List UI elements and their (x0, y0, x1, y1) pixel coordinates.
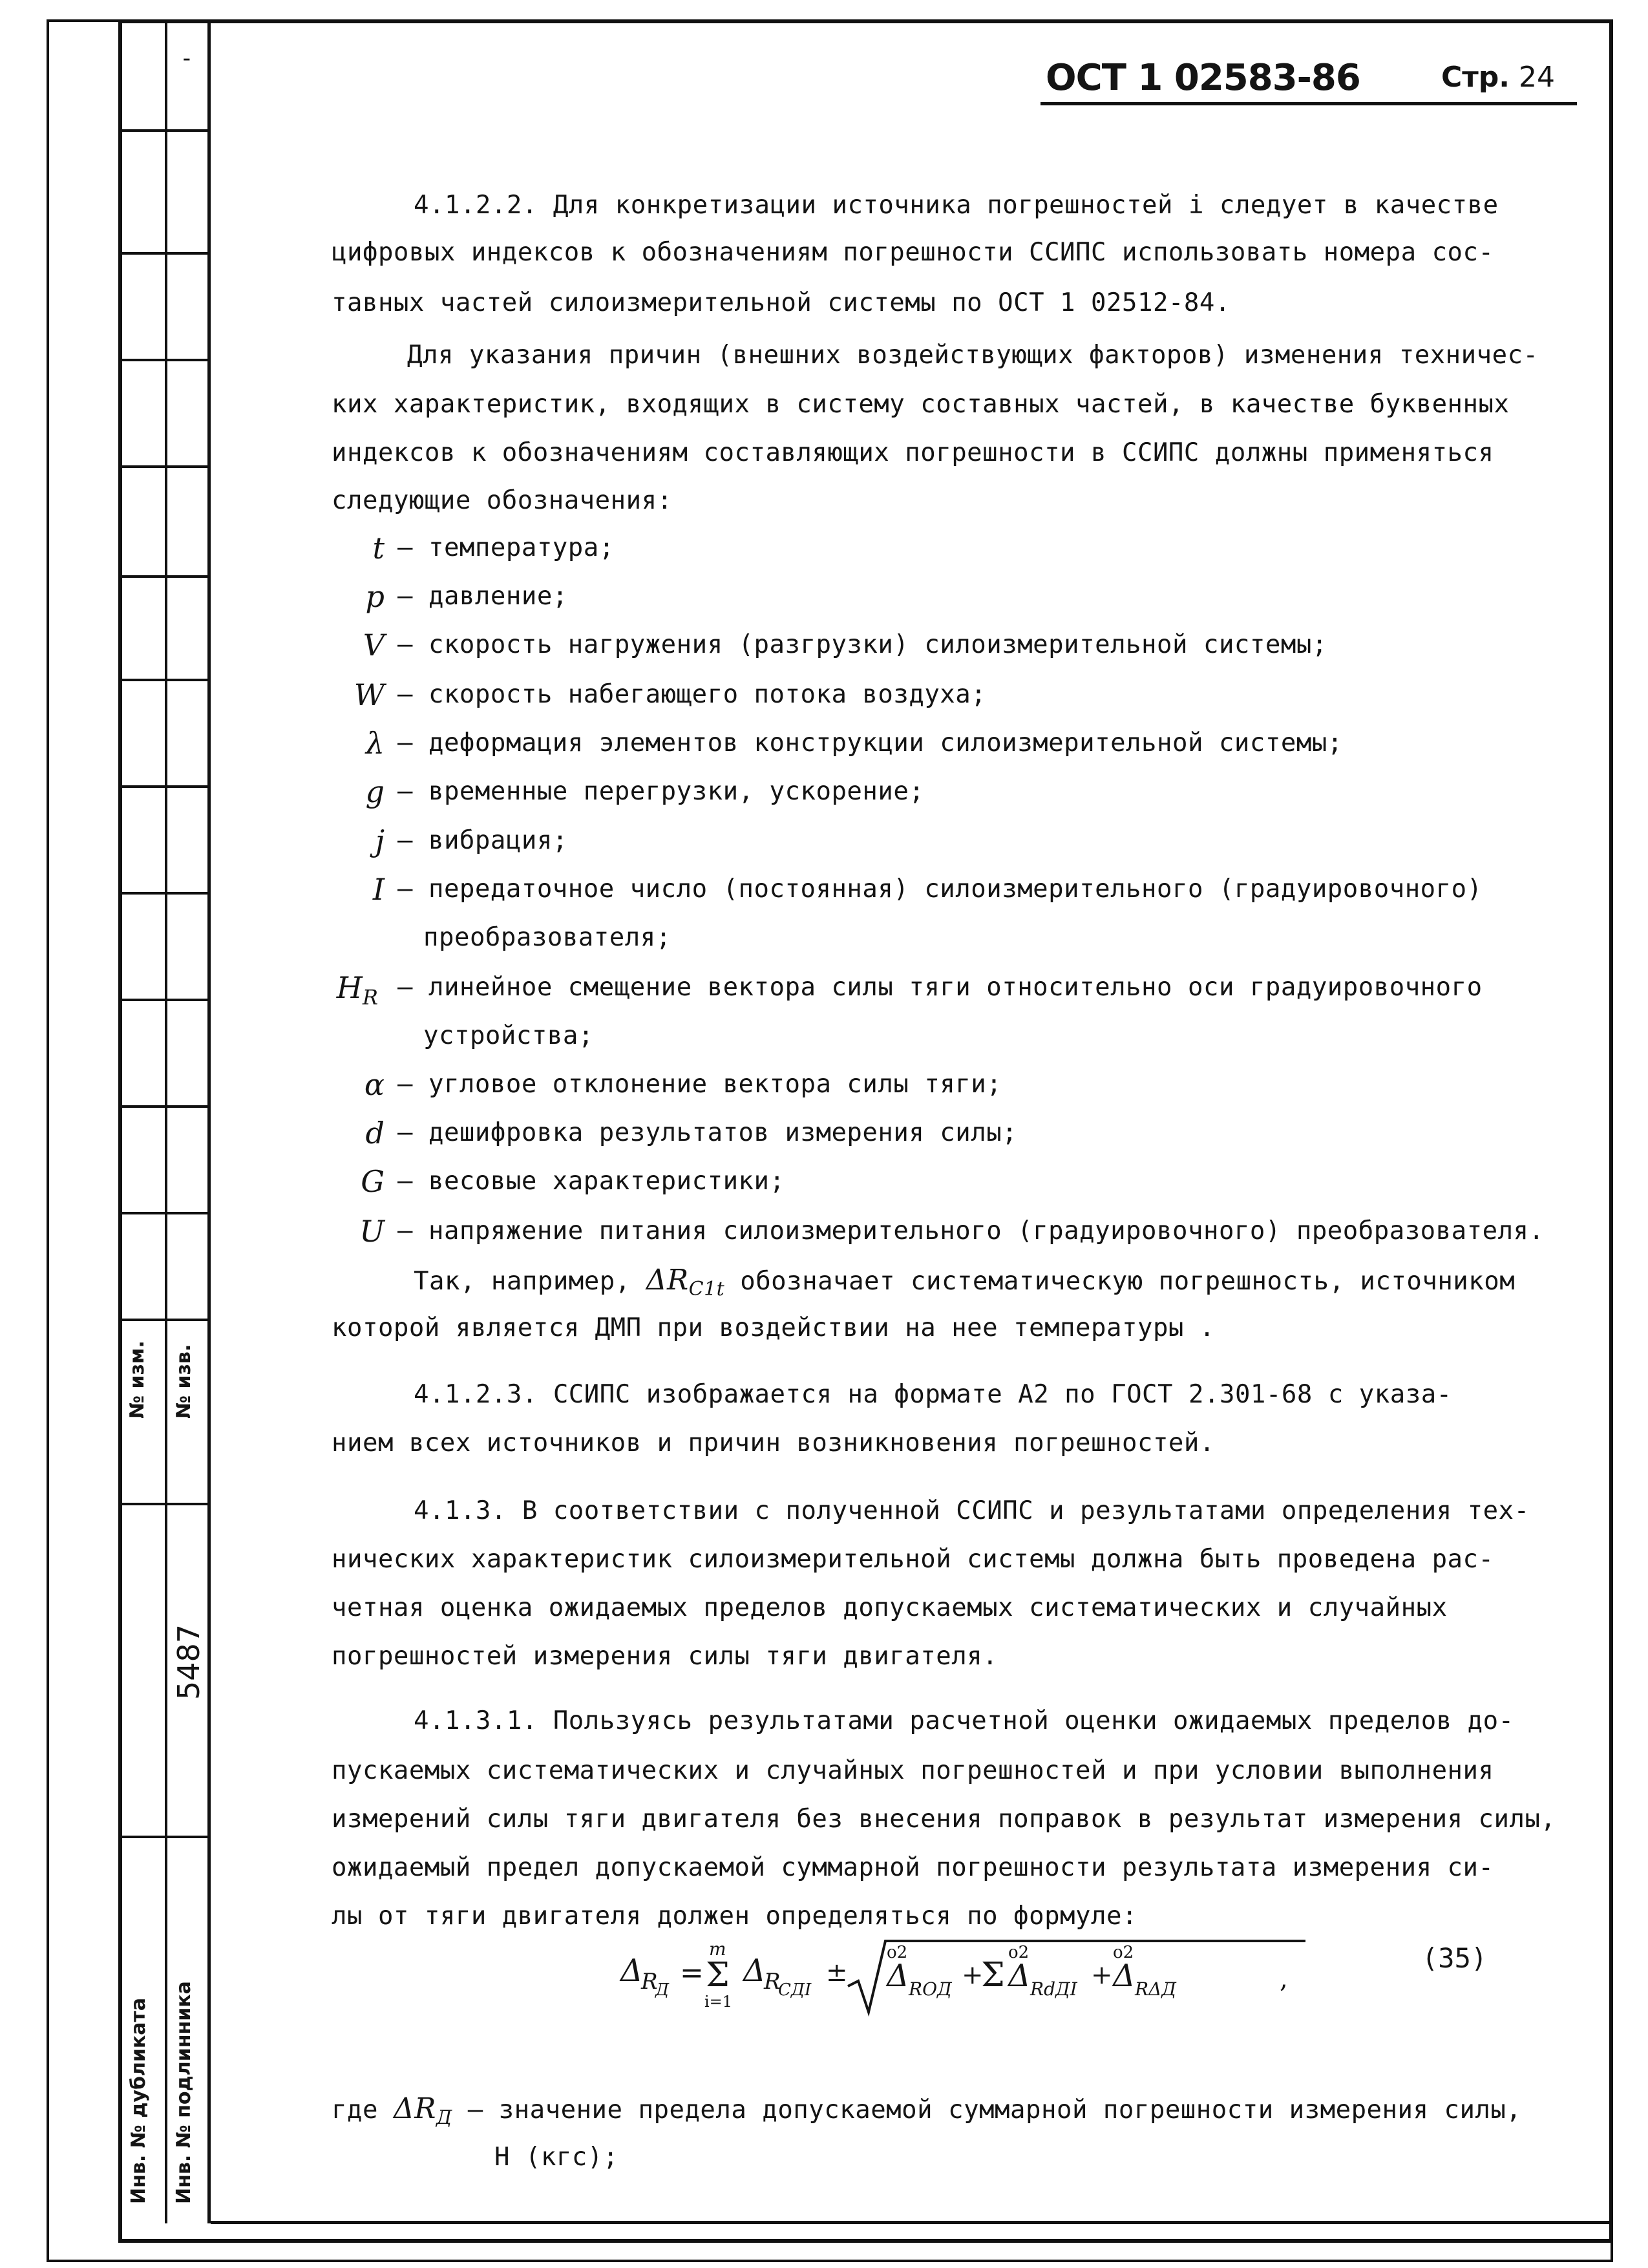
text-line: 4.1.3. В соответствии с полученной ССИПС и результатами определения тех- (414, 1496, 1530, 1525)
symbol: p (365, 579, 385, 614)
page-number: 24 (1519, 61, 1555, 94)
symbol: j (375, 823, 385, 858)
formula-35 (620, 1936, 1331, 2013)
symbol: V (363, 628, 385, 662)
margin-number: 5487 (171, 1624, 206, 1700)
text-line: ких характеристик, входящих в систему составных частей, в качестве буквенных (332, 390, 1510, 419)
formula-term1-subsub: СДI (778, 1980, 812, 2000)
svg-text:o2: o2 (1113, 1943, 1134, 1962)
symbol-description: – температура; (397, 533, 615, 562)
symbol-description: – напряжение питания силоизмерительного (градуировочного) преобразователя. (397, 1216, 1545, 1245)
svg-text:+: + (1091, 1960, 1113, 1990)
symbol-description: – весовые характеристики; (397, 1167, 785, 1196)
svg-text:o2: o2 (1008, 1943, 1030, 1962)
symbol: W (354, 677, 385, 712)
equals-sign: = (680, 1956, 704, 1989)
term2-sub: RОД (909, 1978, 952, 2000)
symbol: α (364, 1067, 385, 1102)
text-line: 4.1.2.2. Для конкретизации источника погрешностей i следует в качестве (414, 191, 1499, 220)
symbol-description: – передаточное число (постоянная) силоизмерительного (градуировочного) (397, 874, 1483, 904)
symbol-description: – давление; (397, 582, 568, 611)
symbol-description: – временные перегрузки, ускорение; (397, 777, 925, 806)
text-line: которой является ДМП при воздействии на нее температуры . (332, 1313, 1215, 1342)
symbol: d (365, 1116, 385, 1150)
sum-lower-limit: i=1 (704, 1993, 733, 2011)
text-line: Для указания причин (внешних воздействующих факторов) изменения техничес- (407, 341, 1539, 370)
square-root-sign (848, 1941, 1305, 2012)
formula-term1: Δ (743, 1953, 766, 1989)
text-line: цифровых индексов к обозначениям погрешности ССИПС использовать номера сос- (332, 238, 1494, 267)
symbol-description: – угловое отклонение вектора силы тяги; (397, 1070, 1002, 1099)
symbol-description: – линейное смещение вектора силы тяги относительно оси градуировочного (397, 973, 1483, 1002)
header-rule (1041, 102, 1577, 105)
symbol-description: – скорость нагружения (разгрузки) силоизмерительной системы; (397, 630, 1327, 659)
formula-term1-sub: R (764, 1969, 781, 1995)
margin-no-izv: № изв. (173, 1344, 195, 1419)
text-line: 4.1.3.1. Пользуясь результатами расчетной оценки ожидаемых пределов до- (414, 1706, 1514, 1735)
symbol-description: – скорость набегающего потока воздуха; (397, 680, 987, 709)
symbol: $H_R$ (336, 970, 378, 1010)
term3-delta: Δ (1008, 1958, 1031, 1994)
text-line: ожидаемый предел допускаемой суммарной погрешности результата измерения си- (332, 1853, 1494, 1882)
svg-text:o2: o2 (887, 1943, 908, 1962)
text-line: где $\Delta R_Д$ – значение предела допускаемой суммарной погрешности измерения силы, (332, 2092, 1522, 2129)
sum-sign: Σ (706, 1956, 730, 1995)
margin-inv-dublikata: Инв. № дубликата (127, 1997, 150, 2204)
symbol: t (372, 531, 385, 566)
plus-minus-sign: ± (826, 1958, 848, 1987)
formula-lhs-subsub: Д (655, 1980, 670, 2000)
term2-delta: Δ (887, 1958, 909, 1994)
symbol-description: – деформация элементов конструкции силоизмерительной системы; (397, 728, 1343, 758)
formula-lhs-sub: R (641, 1969, 658, 1995)
equation-number: (35) (1422, 1942, 1488, 1974)
text-line: погрешностей измерения силы тяги двигателя. (332, 1642, 998, 1671)
text-line: нических характеристик силоизмерительной системы должна быть проведена рас- (332, 1545, 1494, 1574)
text-line: измерений силы тяги двигателя без внесения поправок в результат измерения силы, (332, 1805, 1556, 1834)
margin-no-izm: № изм. (126, 1341, 149, 1419)
page-label: Стр. (1441, 61, 1510, 94)
text-line: нием всех источников и причин возникновения погрешностей. (332, 1428, 1215, 1457)
symbol: g (365, 774, 385, 809)
text-line: 4.1.2.3. ССИПС изображается на формате А2 по ГОСТ 2.301-68 с указа- (414, 1380, 1452, 1409)
sum-upper-limit: m (709, 1938, 726, 1960)
text-line: индексов к обозначениям составляющих погрешности в ССИПС должны применяться (332, 438, 1494, 467)
symbol-description: – вибрация; (397, 826, 568, 855)
svg-text:+: + (962, 1960, 984, 1990)
text-line: лы от тяги двигателя должен определяться по формуле: (332, 1902, 1137, 1931)
text-line: тавных частей силоизмерительной системы по ОСТ 1 02512-84. (332, 288, 1231, 317)
bottom-rule (211, 2221, 1613, 2224)
symbol-description: – дешифровка результатов измерения силы; (397, 1118, 1018, 1147)
text-line: четная оценка ожидаемых пределов допускаемых систематических и случайных (332, 1593, 1448, 1622)
where-symbol: ΔR (393, 2092, 436, 2125)
text-line: следующие обозначения: (332, 486, 673, 515)
text-line: Н (кгс); (494, 2143, 618, 2172)
symbol: U (359, 1214, 385, 1249)
margin-stamp-column (118, 19, 211, 2223)
text-line: Так, например, $\Delta R_{C1t}$ обозначает систематическую погрешность, источником (414, 1264, 1516, 1300)
symbol: I (372, 872, 385, 907)
sum-sign-2: Σ (981, 1956, 1005, 1995)
formula-graphic (620, 1936, 1331, 2020)
document-code: ОСТ 1 02583-86 (1046, 57, 1360, 99)
margin-top-dash: - (180, 45, 194, 72)
symbol-description-continued: устройства; (423, 1021, 594, 1050)
symbol-description-continued: преобразователя; (423, 923, 671, 952)
page-header (1041, 57, 1583, 109)
svg-text:,: , (1280, 1964, 1288, 1994)
text-line: пускаемых систематических и случайных погрешностей и при условии выполнения (332, 1756, 1494, 1785)
term3-sub: RdДI (1030, 1978, 1077, 2000)
symbol: G (361, 1164, 385, 1199)
example-symbol: ΔR (646, 1264, 689, 1297)
margin-inv-podlinnika: Инв. № подлинника (173, 1981, 195, 2204)
term4-delta: Δ (1113, 1958, 1136, 1994)
formula-lhs: Δ (620, 1953, 643, 1989)
term4-sub: RΔД (1135, 1978, 1177, 2000)
symbol: λ (365, 726, 385, 761)
